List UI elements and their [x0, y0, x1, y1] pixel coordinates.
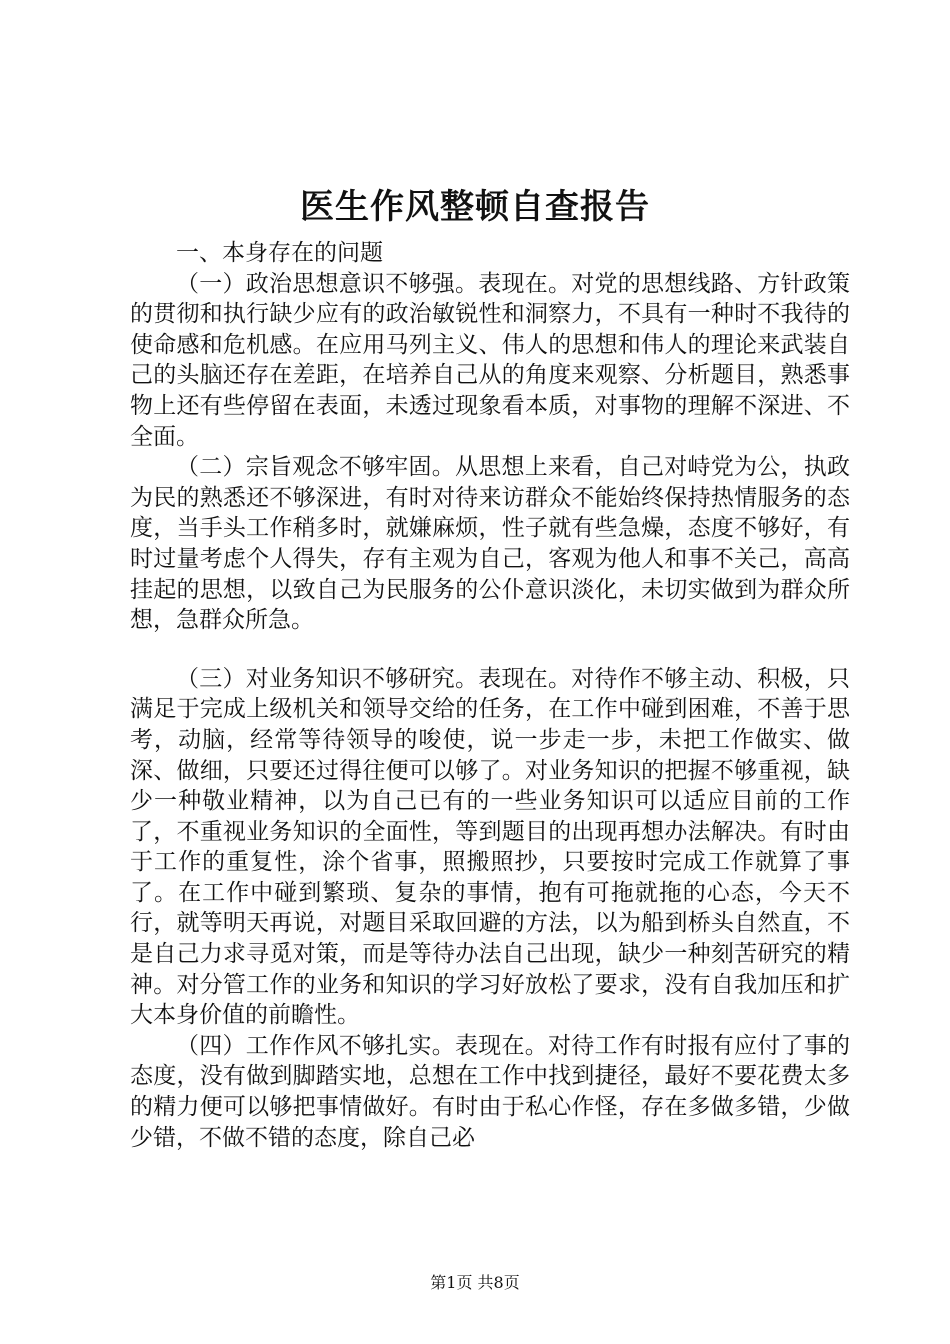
page-footer: 第1页 共8页 [430, 1273, 520, 1292]
paragraph-3: （三）对业务知识不够研究。表现在。对待作不够主动、积极，只满足于完成上级机关和领导交给的任务，在工作中碰到困难，不善于思考，动脑，经常等待领导的唆使，说一步走一步，未把工作做实、做深、做细，只要还过得往便可以够了。对业务知识的把握不够重视，缺少一种敬业精神，以为自己已有的一些业务知识可以适应目前的工作了，不重视业务知识的全面性，等到题目的出现再想办法解决。有时由于工作的重复性，涂个省事，照搬照抄，只要按时完成工作就算了事了。在工作中碰到繁琐、复杂的事情，抱有可拖就拖的心态，今天不行，就等明天再说，对题目采取回避的方法，以为船到桥头自然直，不是自己力求寻觅对策，而是等待办法自己出现，缺少一种刻苦研究的精神。对分管工作的业务和知识的学习好放松了要求，没有自我加压和扩大本身价值的前瞻性。 [130, 665, 850, 1029]
paragraph-1: （一）政治思想意识不够强。表现在。对党的思想线路、方针政策的贯彻和执行缺少应有的政治敏锐性和洞察力，不具有一种时不我待的使命感和危机感。在应用马列主义、伟人的思想和伟人的理论来武装自己的头脑还存在差距，在培养自己从的角度来观察、分析题目，熟悉事物上还有些停留在表面，未透过现象看本质，对事物的理解不深进、不全面。 [130, 270, 850, 450]
document-body [130, 238, 850, 1153]
section-heading: 一、本身存在的问题 [176, 240, 383, 266]
document-title: 医生作风整顿自查报告 [300, 187, 650, 227]
paragraph-2: （二）宗旨观念不够牢固。从思想上来看，自己对峙党为公，执政为民的熟悉还不够深进，有时对待来访群众不能始终保持热情服务的态度，当手头工作稍多时，就嫌麻烦，性子就有些急燥，态度不够好，有时过量考虑个人得失，存有主观为自己，客观为他人和事不关己，高高挂起的思想，以致自己为民服务的公仆意识淡化，未切实做到为群众所想，急群众所急。 [130, 454, 850, 634]
paragraph-4: （四）工作作风不够扎实。表现在。对待工作有时报有应付了事的态度，没有做到脚踏实地，总想在工作中找到捷径，最好不要花费太多的精力便可以够把事情做好。有时由于私心作怪，存在多做多错，少做少错，不做不错的态度，除自己必 [130, 1032, 850, 1151]
